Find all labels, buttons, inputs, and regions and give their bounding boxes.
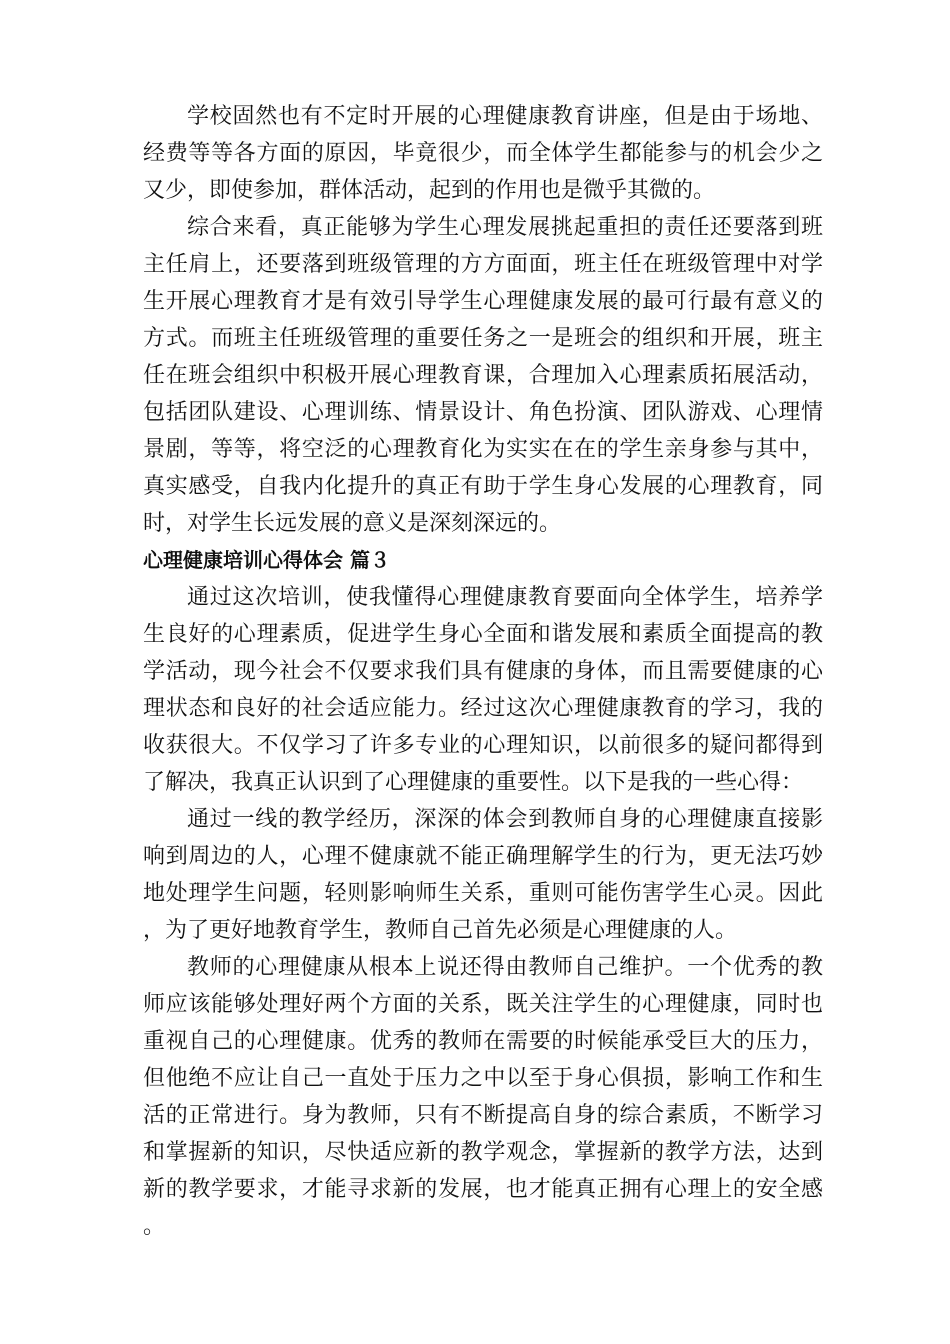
- paragraph-teacher-influence: 通过一线的教学经历，深深的体会到教师自身的心理健康直接影响到周边的人，心理不健康就不能正确理解学生的行为，更无法巧妙地处理学生问题，轻则影响师生关系，重则可能伤害学生心灵。因此，为了更好地教育学生，教师自己首先必须是心理健康的人。: [143, 807, 823, 943]
- paragraph-lecture-limits: 学校固然也有不定时开展的心理健康教育讲座，但是由于场地、经费等等各方面的原因，毕竟很少，而全体学生都能参与的机会少之又少，即使参加，群体活动，起到的作用也是微乎其微的。: [143, 104, 823, 203]
- paragraph-self-maintenance: 教师的心理健康从根本上说还得由教师自己维护。一个优秀的教师应该能够处理好两个方面的关系，既关注学生的心理健康，同时也重视自己的心理健康。优秀的教师在需要的时候能承受巨大的压力，但他绝不应让自己一直处于压力之中以至于身心俱损，影响工作和生活的正常进行。身为教师，只有不断提高自身的综合素质，不断学习和掌握新的知识，尽快适应新的教学观念，掌握新的教学方法，达到新的教学要求，才能寻求新的发展，也才能真正拥有心理上的安全感。: [143, 955, 823, 1239]
- paragraph-head-teacher-role: 综合来看，真正能够为学生心理发展挑起重担的责任还要落到班主任肩上，还要落到班级管理的方方面面，班主任在班级管理中对学生开展心理教育才是有效引导学生心理健康发展的最可行最有意义的方式。而班主任班级管理的重要任务之一是班会的组织和开展，班主任在班会组织中积极开展心理教育课，合理加入心理素质拓展活动，包括团队建设、心理训练、情景设计、角色扮演、团队游戏、心理情景剧，等等，将空泛的心理教育化为实实在在的学生亲身参与其中，真实感受，自我内化提升的真正有助于学生身心发展的心理教育，同时，对学生长远发展的意义是深刻深远的。: [143, 215, 823, 536]
- paragraph-training-gains: 通过这次培训，使我懂得心理健康教育要面向全体学生，培养学生良好的心理素质，促进学生身心全面和谐发展和素质全面提高的教学活动，现今社会不仅要求我们具有健康的身体，而且需要健康的心理状态和良好的社会适应能力。经过这次心理健康教育的学习，我的收获很大。不仅学习了许多专业的心理知识，以前很多的疑问都得到了解决，我真正认识到了心理健康的重要性。以下是我的一些心得：: [143, 585, 823, 795]
- section-heading: 心理健康培训心得体会 篇３: [143, 548, 390, 572]
- document-page: [143, 98, 823, 1245]
